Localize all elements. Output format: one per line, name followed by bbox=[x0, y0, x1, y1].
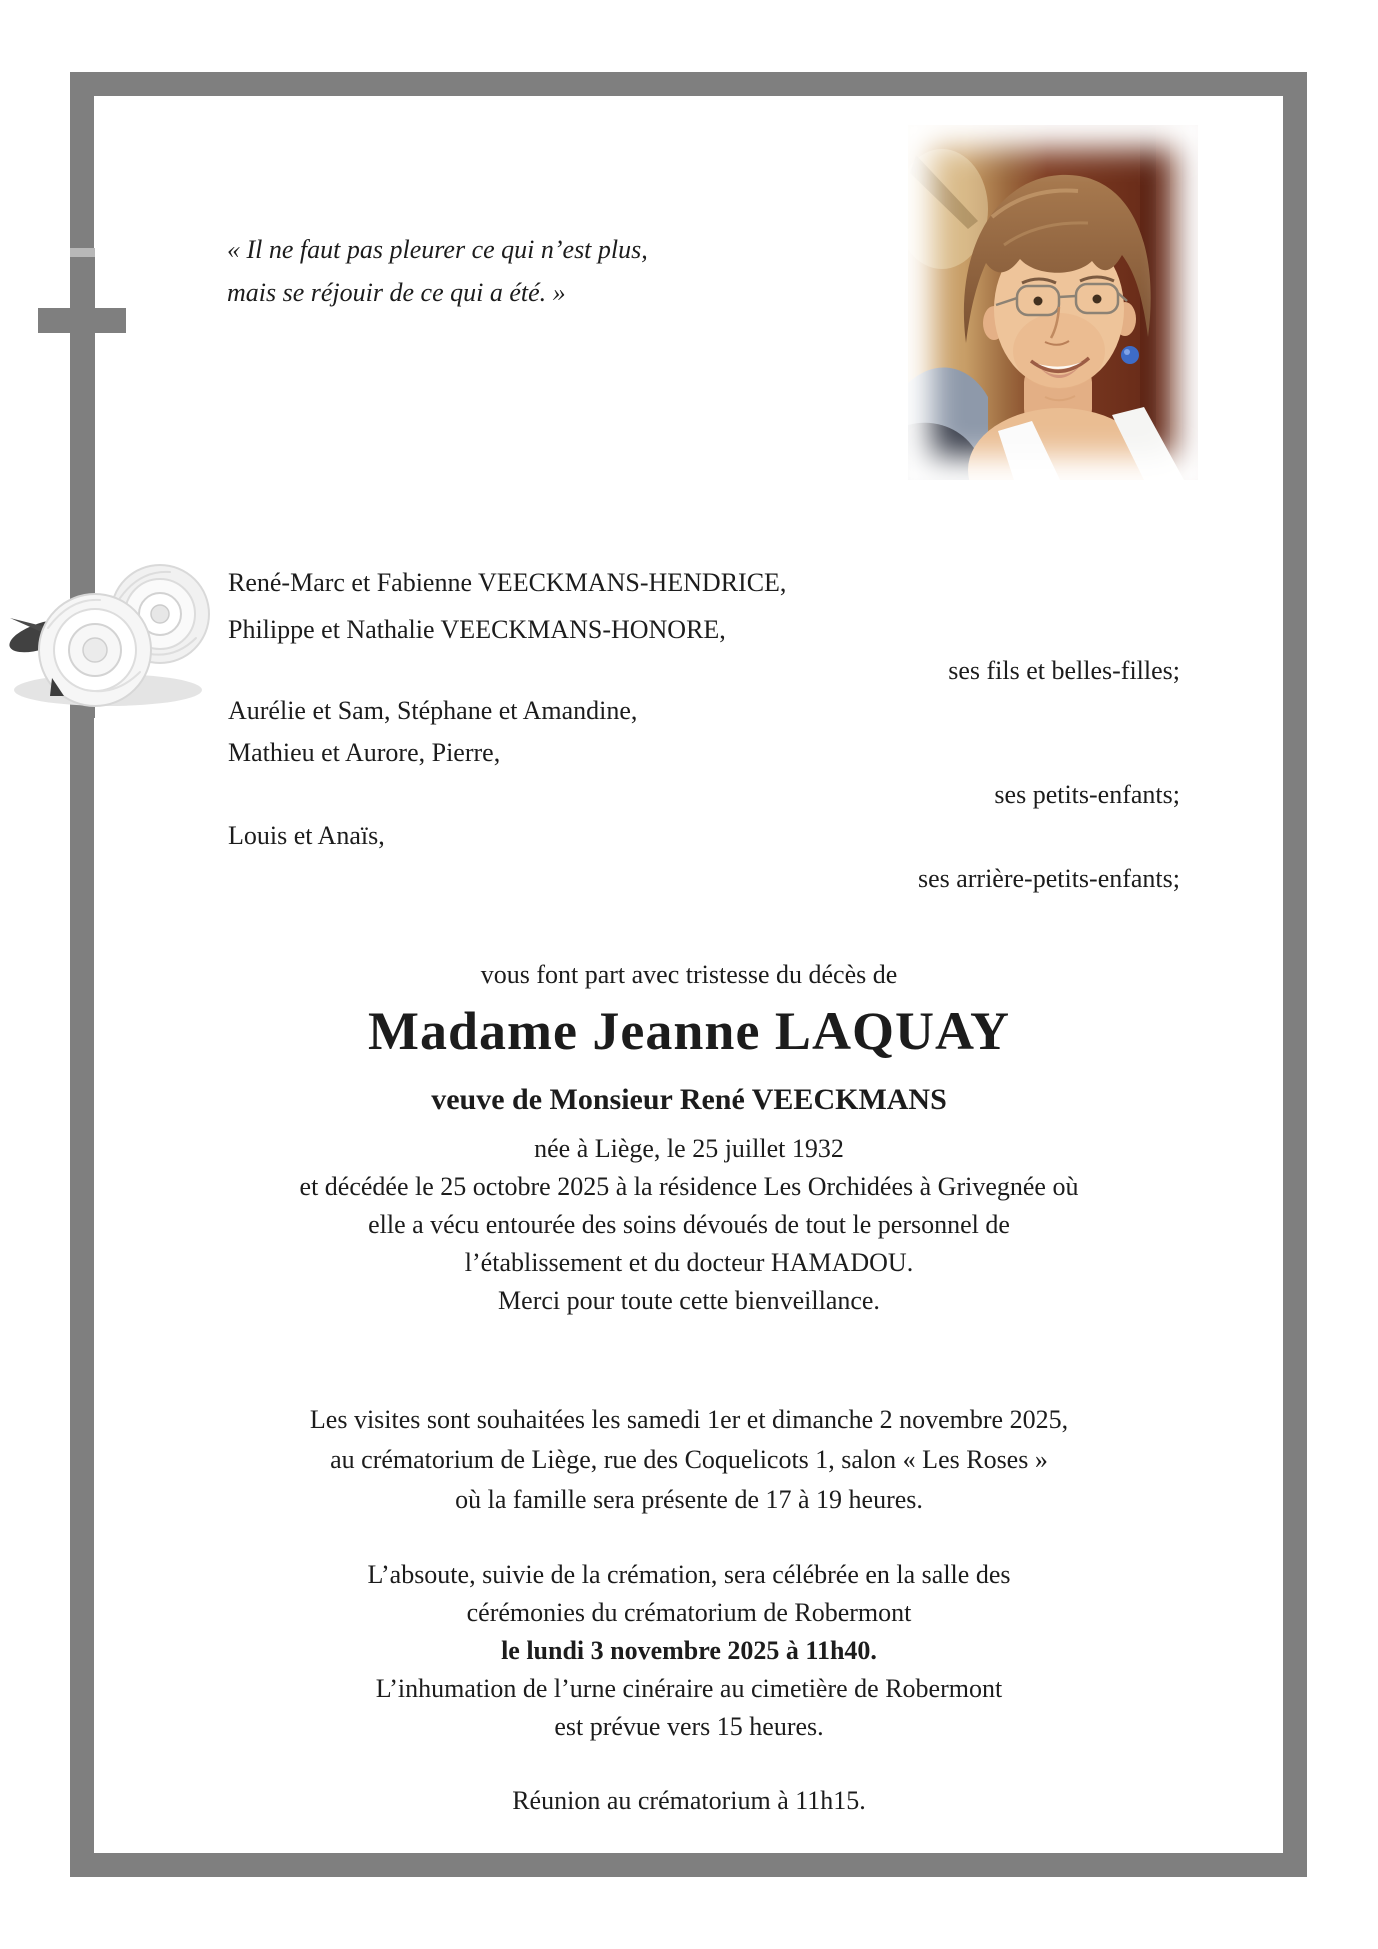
relation-label: ses arrière-petits-enfants; bbox=[917, 864, 1180, 893]
meeting-line: Réunion au crématorium à 11h15. bbox=[512, 1786, 866, 1815]
announcement-intro: vous font part avec tristesse du décès de bbox=[480, 960, 898, 989]
ceremony-line: est prévue vers 15 heures. bbox=[554, 1712, 824, 1741]
visits-line: Les visites sont souhaitées les samedi 1er et dimanche 2 novembre 2025, bbox=[309, 1405, 1069, 1434]
family-member-line: Mathieu et Aurore, Pierre, bbox=[228, 738, 501, 767]
life-details-line: née à Liège, le 25 juillet 1932 bbox=[534, 1134, 844, 1163]
widow-of-line: veuve de Monsieur René VEECKMANS bbox=[431, 1083, 947, 1116]
visits-line: où la famille sera présente de 17 à 19 heures. bbox=[455, 1485, 923, 1514]
memorial-quote-line1: « Il ne faut pas pleurer ce qui n’est plus, bbox=[227, 235, 648, 264]
life-details-line: l’établissement et du docteur HAMADOU. bbox=[464, 1248, 914, 1277]
ceremony-line: L’absoute, suivie de la crémation, sera célébrée en la salle des bbox=[367, 1560, 1011, 1589]
life-details-line: elle a vécu entourée des soins dévoués de tout le personnel de bbox=[368, 1210, 1010, 1239]
rose-icon bbox=[39, 594, 151, 706]
ceremony-line: L’inhumation de l’urne cinéraire au cimetière de Robermont bbox=[375, 1674, 1003, 1703]
life-details-line: Merci pour toute cette bienveillance. bbox=[498, 1286, 880, 1315]
memorial-quote bbox=[227, 228, 648, 314]
ceremony-date-line: le lundi 3 novembre 2025 à 11h40. bbox=[501, 1636, 877, 1665]
memorial-quote-line2: mais se réjouir de ce qui a été. » bbox=[227, 278, 566, 307]
glasses-icon bbox=[996, 284, 1127, 315]
family-member-line: Aurélie et Sam, Stéphane et Amandine, bbox=[228, 696, 638, 725]
portrait-photo bbox=[908, 125, 1198, 480]
family-member-line: René-Marc et Fabienne VEECKMANS-HENDRICE, bbox=[228, 568, 787, 597]
portrait-photo-image bbox=[908, 125, 1198, 480]
family-member-line: Louis et Anaïs, bbox=[228, 821, 385, 850]
cross-and-roses-illustration bbox=[0, 248, 212, 718]
ceremony-line: cérémonies du crématorium de Robermont bbox=[466, 1598, 912, 1627]
visits-line: au crématorium de Liège, rue des Coquelicots 1, salon « Les Roses » bbox=[330, 1445, 1048, 1474]
life-details-line: et décédée le 25 octobre 2025 à la résidence Les Orchidées à Grivegnée où bbox=[299, 1172, 1079, 1201]
deceased-name: Madame Jeanne LAQUAY bbox=[367, 1001, 1010, 1061]
relation-label: ses petits-enfants; bbox=[994, 780, 1180, 809]
family-member-line: Philippe et Nathalie VEECKMANS-HONORE, bbox=[228, 615, 726, 644]
relation-label: ses fils et belles-filles; bbox=[948, 656, 1180, 685]
cross-icon bbox=[0, 248, 212, 718]
